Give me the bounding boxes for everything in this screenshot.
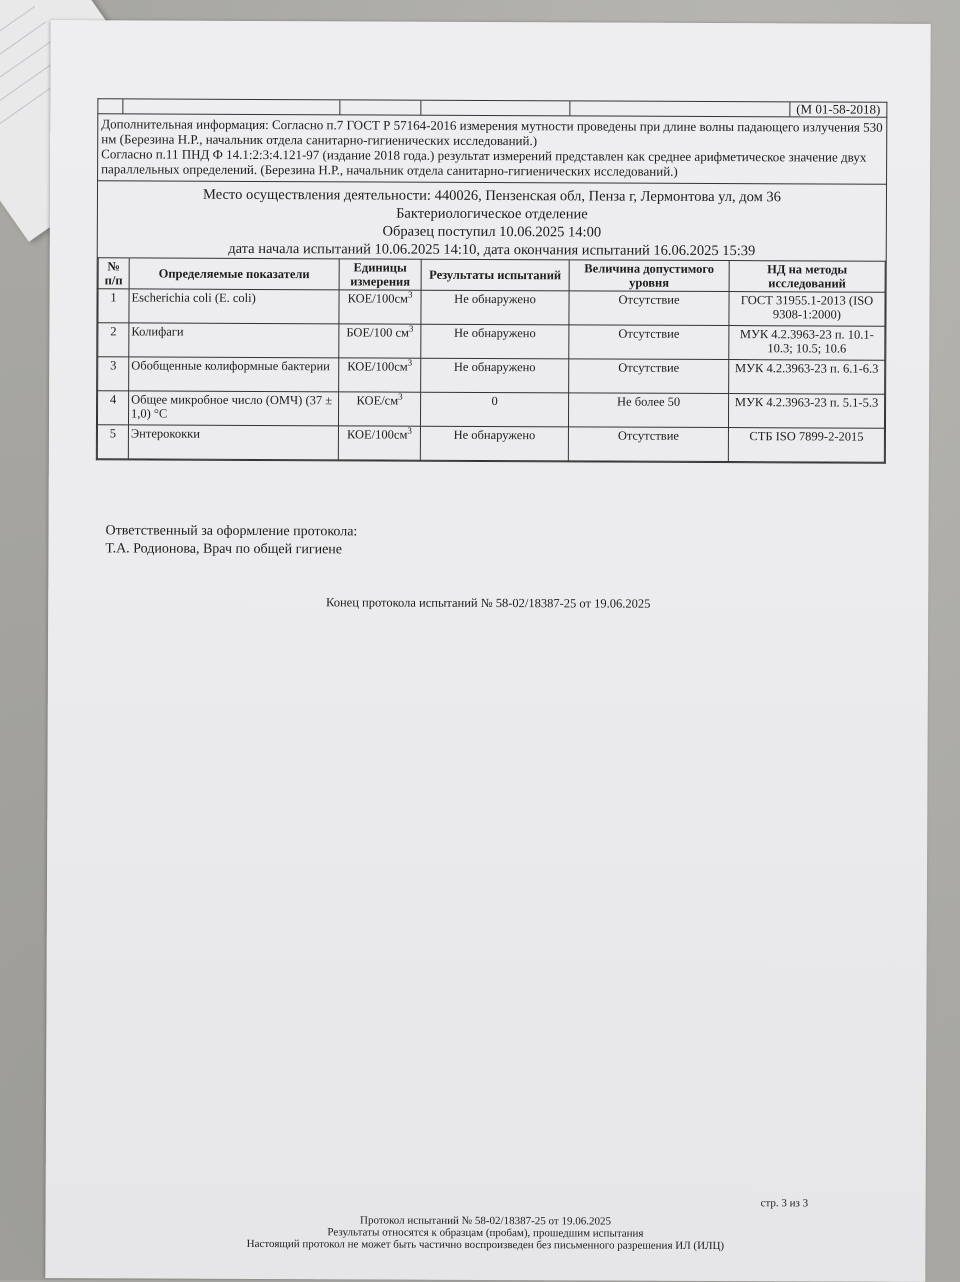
row-allowed: Отсутствие [568,427,728,462]
additional-info [98,114,886,183]
row-unit: КОЕ/$100см^3$ [339,358,421,392]
row-unit: КОЕ/$100см^3$ [338,426,420,460]
row-indicator: Обобщенные колиформные бактерии [129,357,339,392]
table-row [98,289,885,326]
info-line-1: Дополнительная информация: Согласно п.7 ГОСТ Р 57164-2016 измерения мутности проведены при длине волны падающего излучения 530 нм (Березина Н.Р., начальник отдела санитарно-гигиенических исследований.) [101,116,883,149]
row-num: 5 [97,425,128,459]
header-num: № п/п [98,258,129,289]
row-unit: КОЕ/$см^3$ [338,392,420,426]
row-allowed: Не более 50 [568,393,728,428]
row-indicator: Общее микробное число (ОМЧ) (37 ± 1,0) °С [128,391,338,426]
header-indicator: Определяемые показатели [129,258,339,290]
page-number: стр. 3 из 3 [760,1197,809,1210]
responsible-label: Ответственный за оформление протокола: [105,523,358,540]
row-allowed: Отсутствие [569,325,729,360]
row-result: 0 [420,392,568,427]
row-method: МУК 4.2.3963-23 п. 5.1-5.3 [728,394,884,429]
row-num: 1 [98,289,129,323]
row-indicator: Колифаги [129,323,339,358]
row-result: Не обнаружено [421,290,569,325]
header-allowed: Величина допустимого уровня [569,260,729,292]
row-indicator: Энтерококки [128,425,338,460]
row-unit: КОЕ/$100см^3$ [339,290,421,324]
results-table [97,257,886,462]
responsible-block [105,522,357,559]
header-result: Результаты испытаний [421,259,569,291]
row-unit: БОЕ/100 $см^3$ [339,324,421,358]
row-result: Не обнаружено [420,426,568,461]
department: Бактериологическое отделение [396,205,588,223]
row-method: МУК 4.2.3963-23 п. 6.1-6.3 [729,360,885,395]
protocol-frame [96,98,888,463]
footer-line-1: Протокол испытаний № 58-02/18387-25 от 19.06.2025 [360,1214,611,1228]
row-indicator: Escherichia coli (E. coli) [129,289,339,324]
row-method: МУК 4.2.3963-23 п. 10.1-10.3; 10.5; 10.6 [729,326,885,361]
table-row [98,357,885,394]
header-ref: (М 01-58-2018) [789,102,886,116]
table-row [97,391,884,428]
footer-line-3: Настоящий протокол не может быть частично воспроизведен без письменного разрешения ИЛ (ИЛЦ) [246,1237,725,1253]
table-row [98,323,885,360]
document-page [45,20,930,1282]
row-method: СТБ ISO 7899-2-2015 [728,428,884,463]
row-result: Не обнаружено [421,324,569,359]
info-line-2: Согласно п.11 ПНД Ф 14.1:2:3:4.121-97 (издание 2018 года.) результат измерений представлен как среднее арифметическое значение двух параллельных определений. (Березина Н.Р., начальник отдела санитарно-гигиенических исследований.) [101,146,867,179]
address: Место осуществления деятельности: 440026, Пензенская обл, Пенза г, Лермонтова ул, дом 36 [202,186,781,206]
row-allowed: Отсутствие [569,359,729,394]
received: Образец поступил 10.06.2025 14:00 [382,223,602,241]
test-dates: дата начала испытаний 10.06.2025 14:10, дата окончания испытаний 16.06.2025 15:39 [228,240,756,260]
row-method: ГОСТ 31955.1-2013 (ISO 9308-1:2000) [729,292,885,327]
header-method: НД на методы исследований [729,261,885,293]
place-block [98,181,886,260]
row-num: 4 [97,391,128,425]
responsible-name: Т.А. Родионова, Врач по общей гигиене [105,541,343,558]
table-row [97,425,884,462]
row-num: 2 [98,323,129,357]
header-units: Единицы измерения [339,259,421,290]
footer-line-2: Результаты относятся к образцам (пробам), прошедшим испытания [327,1226,644,1240]
end-of-protocol: Конец протокола испытаний № 58-02/18387-25 от 19.06.2025 [325,595,651,611]
table-header-row [98,258,885,292]
row-num: 3 [98,357,129,391]
row-result: Не обнаружено [421,358,569,393]
page-footer [45,1213,925,1253]
row-allowed: Отсутствие [569,291,729,326]
